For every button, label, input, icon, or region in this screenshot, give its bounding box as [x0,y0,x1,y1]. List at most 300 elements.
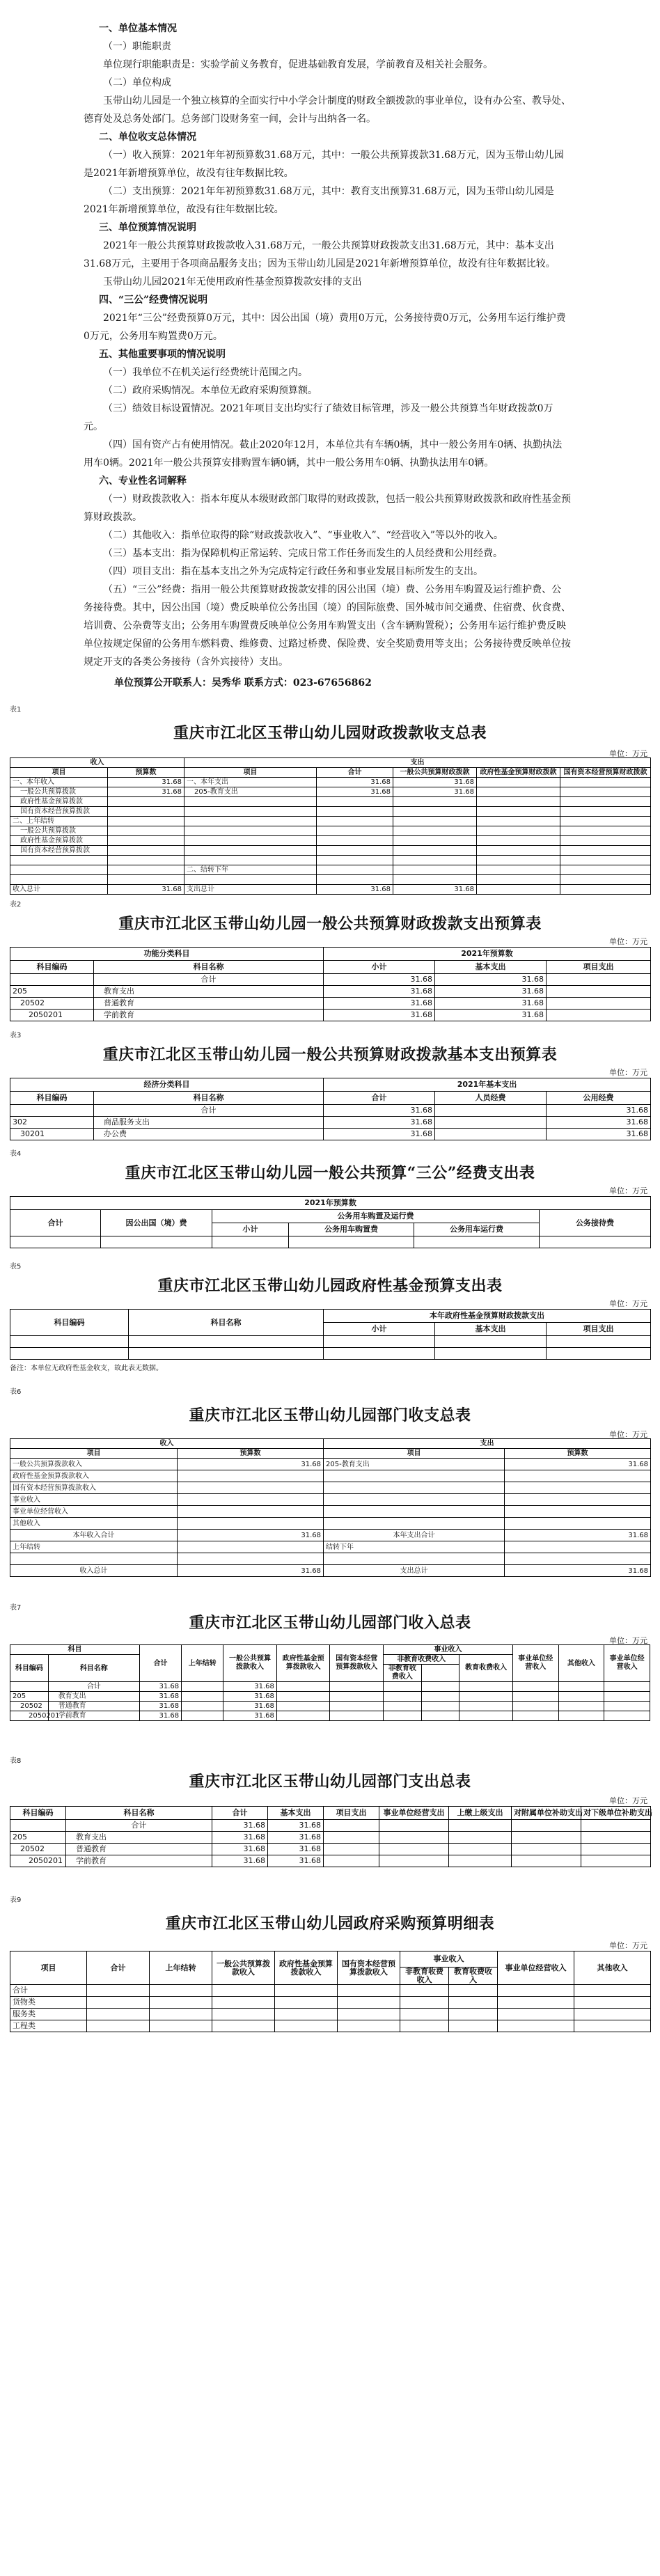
table-row [10,1482,651,1494]
table-cell: 事业单位经营收入 [10,1506,178,1518]
section-heading: 四、“三公”经费情况说明 [99,294,208,306]
table-row [10,875,651,885]
column-header: 支出 [184,758,651,768]
table-cell [477,778,560,787]
table-cell [184,807,317,817]
table-cell [338,2020,400,2032]
table-cell [108,856,184,865]
table-cell [384,1682,422,1692]
table-cell [10,1553,178,1565]
table-row [10,846,651,856]
table-title: 重庆市江北区玉带山幼儿园部门支出总表 [189,1773,471,1791]
unit-label: 单位：万元 [609,1941,647,1950]
column-header: 事业单位经营支出 [379,1807,449,1820]
table-row [10,865,651,875]
table-cell [384,1692,422,1702]
column-header: 收入 [10,1439,324,1449]
table-cell [184,836,317,846]
column-header: 科目编码 [10,961,94,974]
table-cell [330,1682,384,1692]
table-cell [338,1997,400,2009]
table-cell [421,1711,459,1721]
table-cell [108,826,184,836]
table-row [10,817,651,826]
table-cell [393,817,477,826]
table-tag: 表4 [10,1150,22,1158]
table-cell [384,1711,422,1721]
table-cell [400,1985,449,1997]
table-cell [435,1117,547,1129]
column-header: 小计 [212,1223,289,1236]
table-cell [560,787,651,797]
column-header: 上年结转 [150,1951,212,1985]
table-cell [276,1711,330,1721]
header-row [10,1449,651,1459]
table-cell [150,2009,212,2020]
paragraph: 玉带山幼儿园是一个独立核算的全面实行中小学会计制度的财政全额拨款的事业单位，设有办公室、教导处、德育处及总务处部门。总务部门设财务室一间，会计与出纳各一名。 [84,95,571,125]
table-cell [477,807,560,817]
table-row [10,1997,651,2009]
table-row [10,1530,651,1541]
table-cell [477,787,560,797]
table-cell [317,836,393,846]
table-row [10,1117,651,1129]
table-cell [558,1682,604,1692]
table-cell [212,1985,275,1997]
paragraph: （二）支出预算：2021年年初预算数31.68万元，其中：教育支出预算31.68万元，因为玉带山幼儿园是2021年新增预算单位，故没有往年数据比较。 [84,186,554,215]
table-cell [421,1665,459,1682]
table-cell [379,1844,449,1855]
table-row [10,974,651,986]
column-header: 一般公共预算拨款收入 [223,1645,277,1682]
table-tag: 表2 [10,901,22,909]
header-row [10,768,651,778]
table-row [10,1459,651,1470]
table-cell [10,856,108,865]
table-cell: 31.68 [139,1702,181,1711]
table-title: 重庆市江北区玉带山幼儿园部门收入总表 [189,1614,471,1632]
table-cell [182,1711,223,1721]
column-header: 因公出国（境）费 [101,1210,212,1236]
table-cell [275,2020,338,2032]
table-title: 重庆市江北区玉带山幼儿园一般公共预算财政拨款基本支出预算表 [102,1046,558,1064]
table-cell [178,1506,324,1518]
table-cell [276,1702,330,1711]
column-header: 科目编码 [10,1655,49,1682]
section-heading: （一）职能职责 [103,41,171,52]
table-cell: 31.68 [108,787,184,797]
column-header: 功能分类科目 [10,948,324,961]
header-row [10,961,651,974]
table-cell [10,1682,49,1692]
table-cell [212,1997,275,2009]
column-header: 一般公共预算拨款收入 [212,1951,275,1985]
general-budget-expense-table [10,947,651,1021]
column-header: 事业单位经营收入 [512,1645,558,1682]
table-cell [393,807,477,817]
table-cell: 合计 [94,1105,324,1117]
table-cell [87,1997,150,2009]
table-row [10,885,651,895]
budget-narrative [84,19,571,692]
table-cell: 办公费 [94,1129,324,1140]
unit-label: 单位：万元 [609,1186,647,1195]
column-header: 公用经费 [547,1092,651,1105]
table-cell [330,1711,384,1721]
column-header: 合计 [324,1092,435,1105]
column-header: 基本支出 [268,1807,324,1820]
table-cell [477,875,560,885]
column-header: 基本支出 [435,961,547,974]
table-cell [400,2020,449,2032]
table-cell [512,1702,558,1711]
table-title: 重庆市江北区玉带山幼儿园一般公共预算财政拨款支出预算表 [118,915,542,933]
column-header: 一般公共预算财政拨款 [393,768,477,778]
table-cell: 政府性基金预算拨款收入 [10,1470,178,1482]
table-cell [547,986,651,998]
table-cell [558,1711,604,1721]
table-cell: 学前教育 [66,1855,212,1867]
table-cell [324,1832,379,1844]
table-row [10,1518,651,1530]
table-cell: 31.68 [178,1459,324,1470]
three-public-expense-table [10,1196,651,1248]
column-header: 对附属单位补助支出 [512,1807,581,1820]
table-cell [10,1105,94,1117]
table-cell: 31.68 [317,778,393,787]
table-cell [384,1702,422,1711]
table-cell: 31.68 [547,1117,651,1129]
table-cell [435,1129,547,1140]
table-cell [560,836,651,846]
table-cell [317,826,393,836]
table-title: 重庆市江北区玉带山幼儿园一般公共预算“三公”经费支出表 [125,1164,535,1182]
table-row [10,986,651,998]
paragraph: 2021年“三公”经费预算0万元，其中：因公出国（境）费用0万元，公务接待费0万元，公务用车运行维护费0万元，公务用车购置费0万元。 [84,313,566,342]
unit-label: 单位：万元 [609,1636,647,1645]
column-header: 上缴上级支出 [449,1807,512,1820]
table-cell [330,1692,384,1702]
header-row [10,758,651,768]
table-cell: 205-教育支出 [184,787,317,797]
table-tag: 表5 [10,1263,22,1271]
header-row [10,1197,651,1210]
table-cell: 31.68 [139,1682,181,1692]
table-cell: 31.68 [212,1832,268,1844]
column-header: 科目编码 [10,1310,129,1336]
table-cell: 2050201 [10,1855,66,1867]
column-header: 小计 [324,961,435,974]
column-header: 合计 [212,1807,268,1820]
table-cell: 31.68 [223,1682,277,1692]
table-cell [459,1702,513,1711]
table-row [10,1236,651,1248]
table-row [10,1470,651,1482]
table-cell [604,1682,650,1692]
table-cell [560,865,651,875]
column-header: 国有资本经营预算财政拨款 [560,768,651,778]
table-cell: 31.68 [505,1459,651,1470]
table-cell [574,2020,651,2032]
table-cell [547,1348,651,1360]
table-cell [10,1336,129,1348]
table-cell: 支出总计 [184,885,317,895]
table-cell: 支出总计 [324,1565,505,1577]
table-title: 重庆市江北区玉带山幼儿园部门收支总表 [189,1406,471,1424]
table-row [10,826,651,836]
table-cell: 205 [10,1832,66,1844]
table-cell: 31.68 [435,1010,547,1021]
column-header: 科目名称 [66,1807,212,1820]
table-row [10,778,651,787]
table-cell [182,1682,223,1692]
table-cell [178,1553,324,1565]
table-cell: 31.68 [223,1702,277,1711]
table-cell [317,846,393,856]
table-cell: 31.68 [212,1855,268,1867]
table-cell [10,1348,129,1360]
table-cell [512,1692,558,1702]
table-cell: 事业收入 [10,1494,178,1506]
table-cell: 20502 [10,998,94,1010]
table-cell [10,865,108,875]
table-cell [449,1855,512,1867]
table-cell [324,1506,505,1518]
table-cell [317,807,393,817]
column-header: 国有资本经营预算拨款收入 [330,1645,384,1682]
table-cell: 31.68 [547,1105,651,1117]
table-cell: 政府性基金预算拨款 [10,797,108,807]
table-row [10,1820,651,1832]
procurement-detail-table [10,1951,651,2032]
table-cell [505,1541,651,1553]
table-cell [560,856,651,865]
paragraph: 单位现行职能职责是：实验学前义务教育，促进基础教育发展，学前教育及相关社会服务。 [103,59,493,70]
table-cell [540,1236,651,1248]
section-heading: 五、其他重要事项的情况说明 [99,349,226,360]
paragraph: （一）我单位不在机关运行经费统计范围之内。 [103,367,308,378]
paragraph: （三）基本支出：指为保障机构正常运转、完成日常工作任务而发生的人员经费和公用经费。 [103,548,503,559]
column-header: 本年政府性基金预算财政拨款支出 [324,1310,651,1323]
column-header: 科目名称 [129,1310,324,1336]
column-header: 项目支出 [324,1807,379,1820]
table-cell: 31.68 [212,1820,268,1832]
table-cell [108,836,184,846]
table-cell [477,846,560,856]
table-cell: 教育支出 [48,1692,139,1702]
table-row [10,1506,651,1518]
table-cell [338,1985,400,1997]
table-cell [184,817,317,826]
table-cell: 31.68 [178,1530,324,1541]
table-cell [324,1336,435,1348]
table-row [10,1010,651,1021]
table-cell [560,846,651,856]
table-cell [379,1832,449,1844]
table-cell: 31.68 [324,974,435,986]
table-row [10,1855,651,1867]
table-tag: 表6 [10,1388,22,1396]
table-cell [275,2009,338,2020]
column-header: 项目 [184,768,317,778]
table-cell: 31.68 [547,1129,651,1140]
table-cell [178,1541,324,1553]
table-cell [150,2020,212,2032]
table-row [10,1682,650,1692]
table-cell: 其他收入 [10,1518,178,1530]
table-cell: 31.68 [435,974,547,986]
column-header: 2021年预算数 [10,1197,651,1210]
column-header: 政府性基金预算拨款收入 [275,1951,338,1985]
table-cell [317,865,393,875]
header-row [10,948,651,961]
table-cell [393,836,477,846]
table-cell [581,1855,651,1867]
table-cell: 收入总计 [10,1565,178,1577]
table-cell [129,1336,324,1348]
paragraph: （三）绩效目标设置情况。2021年项目支出均实行了绩效目标管理，涉及一般公共预算当年财政拨款0万元。 [84,403,553,432]
table-cell [212,2020,275,2032]
column-header: 合计 [10,1210,101,1236]
table-cell [505,1482,651,1494]
table-cell [178,1470,324,1482]
table-cell: 31.68 [435,986,547,998]
table-cell [477,797,560,807]
table-cell: 31.68 [505,1530,651,1541]
table-cell [581,1844,651,1855]
column-header: 2021年预算数 [324,948,651,961]
column-header: 对下级单位补助支出 [581,1807,651,1820]
header-row [10,1645,650,1655]
table-cell: 教育支出 [94,986,324,998]
table-cell [324,1518,505,1530]
government-fund-table [10,1309,651,1360]
table-cell: 31.68 [324,998,435,1010]
table-cell [449,2020,498,2032]
table-cell [498,2009,574,2020]
table-row [10,1541,651,1553]
table-cell: 收入总计 [10,885,108,895]
table-cell: 31.68 [223,1711,277,1721]
table-cell [10,1236,101,1248]
column-header: 合计 [87,1951,150,1985]
column-header: 项目 [10,1449,178,1459]
table-cell [560,826,651,836]
section-heading: 一、单位基本情况 [99,23,177,34]
table-cell: 合计 [66,1820,212,1832]
table-cell: 31.68 [108,778,184,787]
column-header: 科目编码 [10,1092,94,1105]
column-header: 科目名称 [94,1092,324,1105]
table-cell [108,865,184,875]
table-cell [324,1820,379,1832]
section-heading: 六、专业性名词解释 [99,476,187,487]
table-cell [498,2020,574,2032]
table-cell [108,817,184,826]
table-cell [393,865,477,875]
table-tag: 表9 [10,1896,22,1904]
table-cell [558,1692,604,1702]
table-cell [512,1855,581,1867]
table-cell: 31.68 [324,1129,435,1140]
table-cell: 合计 [48,1682,139,1692]
table-note: 备注：本单位无政府性基金收支，故此表无数据。 [10,1365,163,1372]
column-header: 项目支出 [547,961,651,974]
header-row [10,1951,651,1968]
table-cell: 30201 [10,1129,94,1140]
table-cell: 20502 [10,1844,66,1855]
table-cell: 31.68 [324,1117,435,1129]
table-row [10,1105,651,1117]
column-header: 预算数 [505,1449,651,1459]
table-cell [505,1518,651,1530]
table-cell [459,1692,513,1702]
column-header: 公务接待费 [540,1210,651,1236]
table-cell [178,1518,324,1530]
table-cell [449,1820,512,1832]
table-cell [435,1348,547,1360]
column-header: 政府性基金预算拨款收入 [276,1645,330,1682]
table-cell [505,1470,651,1482]
column-header: 事业单位经营收入 [498,1951,574,1985]
table-cell [338,2009,400,2020]
paragraph: （五）“三公”经费：指用一般公共预算财政拨款安排的因公出国（境）费、公务用车购置及运行维护费、公务接待费。其中，因公出国（境）费反映单位公务出国（境）的国际旅费、国外城市间交通费、住宿费、伙食费、培训费、公杂费等支出；公务用车购置费反映单位公务用车购置支出（含车辆购置税）；公务用车运行维护费反映单位按规定保留的公务用车燃料费、维修费、过路过桥费、保险费、安全奖励费用等支出；公务接待费反映单位按规定开支的各类公务接待（含外宾接待）支出。 [84,584,571,668]
column-header: 政府性基金预算财政拨款 [477,768,560,778]
table-cell [184,875,317,885]
table-cell: 一般公共预算拨款 [10,787,108,797]
table-row [10,1702,650,1711]
table-tag: 表3 [10,1032,22,1039]
table-cell [150,1985,212,1997]
table-cell [108,846,184,856]
header-row [10,1310,651,1323]
table-cell: 31.68 [268,1844,324,1855]
column-header: 经济分类科目 [10,1078,324,1092]
table-cell: 31.68 [139,1692,181,1702]
column-header: 非教育收费收入 [384,1665,422,1682]
table-cell [184,826,317,836]
table-cell: 31.68 [178,1565,324,1577]
unit-label: 单位：万元 [609,1796,647,1805]
table-cell [581,1820,651,1832]
table-cell [477,865,560,875]
table-cell [324,1482,505,1494]
unit-label: 单位：万元 [609,937,647,946]
table-cell: 31.68 [212,1844,268,1855]
table-cell [512,1682,558,1692]
table-row [10,807,651,817]
column-header: 科目编码 [10,1807,66,1820]
table-row [10,1553,651,1565]
contact-line: 单位预算公开联系人：吴秀华 联系方式：023-67656862 [114,677,372,689]
column-header: 小计 [324,1323,435,1336]
table-cell: 31.68 [324,1105,435,1117]
table-cell: 一、本年收入 [10,778,108,787]
table-cell [400,2009,449,2020]
column-header: 科目名称 [94,961,324,974]
table-cell: 教育支出 [66,1832,212,1844]
table-cell: 一般公共预算拨款 [10,826,108,836]
table-cell [435,1105,547,1117]
table-cell [379,1820,449,1832]
header-row [10,1439,651,1449]
column-header: 基本支出 [435,1323,547,1336]
table-cell: 31.68 [393,787,477,797]
table-cell [560,875,651,885]
table-cell [477,856,560,865]
table-cell: 31.68 [393,778,477,787]
paragraph: （四）项目支出：指在基本支出之外为完成特定行政任务和事业发展目标所发生的支出。 [103,566,483,577]
